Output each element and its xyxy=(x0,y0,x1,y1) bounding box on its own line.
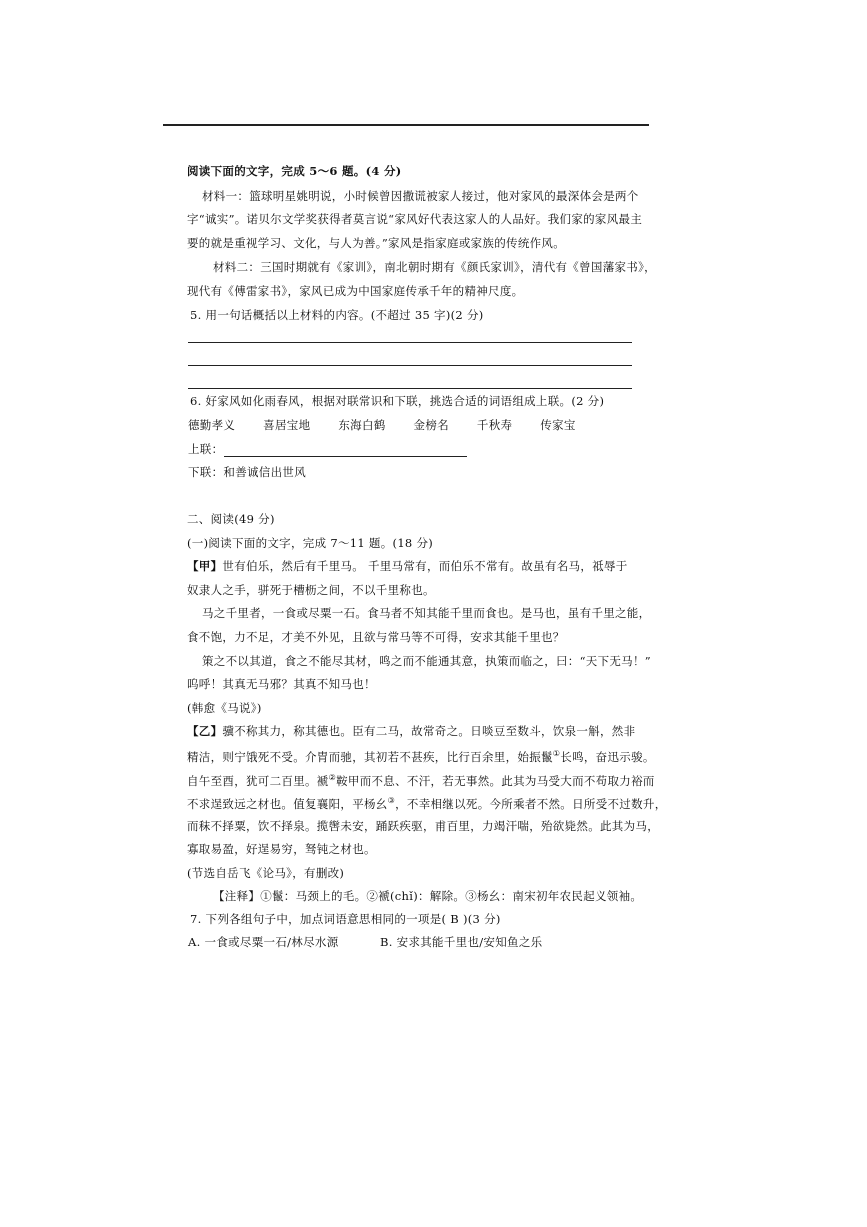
header-rule xyxy=(163,124,649,126)
option-word: 金榜名 xyxy=(413,418,449,432)
option-word: 千秋寿 xyxy=(476,418,513,432)
answer-line-2[interactable] xyxy=(188,365,632,366)
option-word: 德勤孝义 xyxy=(188,418,236,432)
yi-line4: 不求逞致远之材也。值复襄阳，平杨幺③，不幸相继以死。今所乘者不然。日所受不过数升， xyxy=(187,796,667,811)
lower-couplet: 下联：和善诚信出世风 xyxy=(188,465,306,479)
section-2-heading: 二、阅读(49 分) xyxy=(187,512,275,526)
upper-couplet-blank[interactable] xyxy=(224,456,467,457)
material1-line2: 字“诚实”。诺贝尔文学奖获得者莫言说“家风好代表这家人的人品好。我们家的家风最主 xyxy=(187,212,643,226)
question-5: 5. 用一句话概括以上材料的内容。(不超过 35 字)(2 分) xyxy=(190,308,484,322)
q6-options xyxy=(188,420,600,432)
question-intro: 阅读下面的文字，完成 5～6 题。(4 分) xyxy=(187,164,402,178)
yi-line1: 【乙】骥不称其力，称其德也。臣有二马，故常奇之。日啖豆至数斗，饮泉一斛，然非 xyxy=(187,724,636,738)
material2-line2: 现代有《傅雷家书》，家风已成为中国家庭传承千年的精神尺度。 xyxy=(187,284,524,298)
yi-line2: 精洁，则宁饿死不受。介胄而驰，其初若不甚疾，比行百余里，始振鬣①长鸣，奋迅示骏。 xyxy=(187,749,655,764)
answer-line-3[interactable] xyxy=(188,388,632,389)
yi-line6: 寡取易盈，好逞易穷，驽钝之材也。 xyxy=(187,842,376,856)
subsection-1-heading: (一)阅读下面的文字，完成 7～11 题。(18 分) xyxy=(187,536,434,550)
q7-option-a: A. 一食或尽粟一石/林尽水源 xyxy=(188,935,339,949)
jia-para3-line1: 策之不以其道，食之不能尽其材，鸣之而不能通其意，执策而临之，曰：“天下无马！” xyxy=(202,654,651,668)
option-word: 东海白鹤 xyxy=(338,418,386,432)
option-word: 喜居宝地 xyxy=(263,418,311,432)
yi-line3: 自午至酉，犹可二百里。褫②鞍甲而不息、不汗，若无事然。此其为马受大而不苟取力裕而 xyxy=(187,773,655,788)
annotation-note: 【注释】①鬣：马颈上的毛。②褫(chǐ)：解除。③杨幺：南宋初年农民起义领袖。 xyxy=(213,889,643,903)
jia-para1-line2: 奴隶人之手，骈死于槽枥之间，不以千里称也。 xyxy=(187,583,435,597)
jia-para1-line1: 【甲】世有伯乐，然后有千里马。 千里马常有，而伯乐不常有。故虽有名马，祗辱于 xyxy=(187,559,628,573)
jia-source: (韩愈《马说》) xyxy=(187,701,262,715)
answer-line-1[interactable] xyxy=(188,342,632,343)
question-6: 6. 好家风如化雨春风，根据对联常识和下联，挑选合适的词语组成上联。(2 分) xyxy=(190,394,605,408)
material2-line1: 材料二：三国时期就有《家训》，南北朝时期有《颜氏家训》，清代有《曾国藩家书》， xyxy=(213,260,656,274)
q7-option-b: B. 安求其能千里也/安知鱼之乐 xyxy=(380,935,543,949)
upper-couplet-label: 上联： xyxy=(188,442,224,456)
jia-para2-line1: 马之千里者，一食或尽粟一石。食马者不知其能千里而食也。是马也，虽有千里之能， xyxy=(202,606,651,620)
jia-para3-line2: 呜呼！其真无马邪？其真不知马也！ xyxy=(187,677,376,691)
yi-source: (节选自岳飞《论马》，有删改) xyxy=(187,866,345,880)
material1-line3: 要的就是重视学习、文化，与人为善。”家风是指家庭或家族的传统作风。 xyxy=(187,236,566,250)
yi-line5: 而秣不择粟，饮不择泉。揽辔未安，踊跃疾驱，甫百里，力竭汗喘，殆欲毙然。此其为马， xyxy=(187,819,659,833)
option-word: 传家宝 xyxy=(540,418,576,432)
jia-para2-line2: 食不饱，力不足，才美不外见，且欲与常马等不可得，安求其能千里也？ xyxy=(187,630,565,644)
material1-line1: 材料一：篮球明星姚明说，小时候曾因撒谎被家人接过，他对家风的最深体会是两个 xyxy=(202,189,639,203)
question-7: 7. 下列各组句子中，加点词语意思相同的一项是( B )(3 分) xyxy=(190,912,501,926)
